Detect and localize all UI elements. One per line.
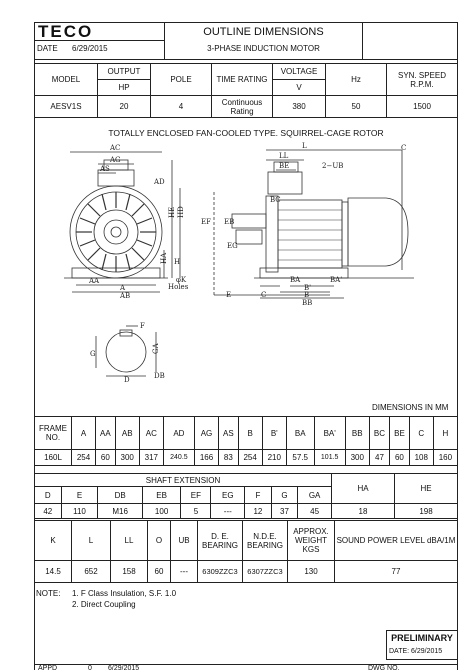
svg-text:Holes: Holes [168, 283, 189, 291]
frame-header: FRAME NO. [35, 417, 72, 450]
svg-text:AA: AA [89, 277, 100, 285]
frame-col-aa: AA [96, 417, 116, 450]
notes-label: NOTE: [36, 589, 61, 598]
frame-col-ad: AD [163, 417, 194, 450]
spec-table [34, 63, 458, 118]
hz-value: 50 [326, 96, 387, 118]
svg-text:F: F [140, 322, 145, 330]
frame-val-bc: 47 [369, 450, 389, 466]
misc-val-de-bearing: 6309ZZC3 [198, 561, 243, 583]
he-value: 198 [395, 504, 458, 519]
shaft-val-eb: 100 [142, 504, 181, 519]
svg-text:HE: HE [168, 206, 176, 218]
frame-val-b: 254 [238, 450, 262, 466]
page-right-border [457, 60, 458, 670]
units-note: DIMENSIONS IN MM [372, 403, 449, 412]
frame-val-as: 83 [219, 450, 239, 466]
shaft-val-ga: 45 [298, 504, 332, 519]
frame-val-h: 160 [433, 450, 457, 466]
svg-text:A: A [120, 284, 126, 292]
voltage-value: 380 [273, 96, 326, 118]
svg-text:2−UB: 2−UB [322, 162, 344, 170]
svg-text:HA: HA [160, 252, 168, 264]
svg-text:C: C [261, 291, 267, 299]
svg-text:GA: GA [152, 343, 160, 354]
svg-text:B: B [304, 291, 310, 299]
drawing-caption: TOTALLY ENCLOSED FAN-COOLED TYPE. SQUIRREL-CAGE ROTOR [108, 128, 384, 138]
misc-col-nde-bearing: N.D.E. BEARING [243, 521, 288, 561]
svg-text:AD: AD [154, 178, 165, 186]
frame-col-ac: AC [139, 417, 163, 450]
svg-text:L: L [302, 142, 307, 150]
frame-col-as: AS [219, 417, 239, 450]
time-value: Continuous Rating [212, 96, 273, 118]
svg-text:EB: EB [224, 218, 235, 226]
misc-col-de-bearing: D. E. BEARING [198, 521, 243, 561]
doc-title: OUTLINE DIMENSIONS [203, 26, 324, 38]
frame-val-aa: 60 [96, 450, 116, 466]
frame-table [34, 416, 458, 466]
model-header: MODEL [35, 64, 98, 96]
frame-col-b: B [238, 417, 262, 450]
shaft-col-db: DB [98, 487, 142, 504]
shaft-col-g: G [271, 487, 298, 504]
time-header: TIME RATING [212, 64, 273, 96]
svg-text:BA: BA [290, 276, 301, 284]
hp-value: 20 [98, 96, 151, 118]
shaft-col-eg: EG [211, 487, 245, 504]
svg-text:DB: DB [154, 372, 165, 380]
svg-text:AG: AG [110, 156, 121, 164]
shaft-val-g: 37 [271, 504, 298, 519]
misc-val-weight: 130 [288, 561, 335, 583]
misc-col-ub: UB [171, 521, 198, 561]
stamp-status: PRELIMINARY [391, 633, 453, 643]
svg-text:EF: EF [201, 218, 211, 226]
frame-val-ac: 317 [139, 450, 163, 466]
frame-col-ba-prime: BA' [314, 417, 345, 450]
misc-val-o: 60 [148, 561, 171, 583]
frame-val-ad: 240.5 [163, 450, 194, 466]
svg-text:D: D [124, 376, 130, 384]
misc-col-o: O [148, 521, 171, 561]
doc-subtitle: 3-PHASE INDUCTION MOTOR [207, 44, 320, 53]
frame-col-ab: AB [115, 417, 139, 450]
shaft-col-e: E [61, 487, 98, 504]
misc-val-l: 652 [72, 561, 111, 583]
shaft-val-d: 42 [35, 504, 62, 519]
header-vline2 [362, 22, 363, 60]
stamp-date: DATE: 6/29/2015 [389, 648, 443, 655]
svg-text:φK: φK [176, 276, 187, 284]
shaft-col-eb: EB [142, 487, 181, 504]
outline-drawing [34, 140, 458, 395]
shaft-col-f: F [245, 487, 272, 504]
ha-value: 18 [332, 504, 395, 519]
svg-text:LL: LL [279, 152, 289, 160]
page-left-border [34, 60, 35, 670]
frame-col-a: A [72, 417, 96, 450]
footer-appd: APPD [38, 665, 58, 672]
hp-header: HP [98, 80, 151, 96]
misc-val-ub: --- [171, 561, 198, 583]
teco-logo: TECO [38, 22, 94, 41]
frame-val-b-prime: 210 [262, 450, 286, 466]
date-label: DATE [37, 44, 58, 53]
frame-col-h: H [433, 417, 457, 450]
frame-col-c: C [409, 417, 433, 450]
note-1: 1. F Class Insulation, S.F. 1.0 [72, 589, 177, 598]
hz-header: Hz [326, 64, 387, 96]
shaft-val-db: M16 [98, 504, 142, 519]
voltage-header: VOLTAGE [273, 64, 326, 80]
frame-col-bb: BB [345, 417, 369, 450]
svg-text:BC: BC [270, 196, 281, 204]
v-header: V [273, 80, 326, 96]
frame-col-be: BE [390, 417, 410, 450]
svg-text:BE: BE [279, 162, 290, 170]
svg-text:G: G [90, 350, 96, 358]
svg-text:BA': BA' [330, 276, 343, 284]
misc-col-l: L [72, 521, 111, 561]
frame-val-bb: 300 [345, 450, 369, 466]
frame-val-ba: 57.5 [286, 450, 314, 466]
svg-text:E: E [226, 291, 232, 299]
frame-col-ba: BA [286, 417, 314, 450]
footer-num: 0 [88, 665, 92, 672]
output-header: OUTPUT [98, 64, 151, 80]
misc-val-k: 14.5 [35, 561, 72, 583]
frame-col-b-prime: B' [262, 417, 286, 450]
shaft-title: SHAFT EXTENSION [35, 474, 332, 487]
frame-val-c: 108 [409, 450, 433, 466]
svg-text:AC: AC [110, 144, 121, 152]
svg-text:B': B' [304, 284, 312, 292]
footer-dwg: DWG NO. [368, 665, 400, 672]
ha-header: HA [332, 474, 395, 504]
misc-val-sound: 77 [335, 561, 458, 583]
side-view [201, 142, 414, 307]
frame-value: 160L [35, 450, 72, 466]
shaft-col-ga: GA [298, 487, 332, 504]
frame-col-bc: BC [369, 417, 389, 450]
svg-text:AB: AB [120, 292, 131, 300]
svg-text:BB: BB [302, 299, 313, 307]
svg-text:HD: HD [177, 206, 185, 218]
frame-val-ab: 300 [115, 450, 139, 466]
shaft-val-ef: 5 [181, 504, 211, 519]
frame-val-ag: 166 [194, 450, 218, 466]
frame-col-ag: AG [194, 417, 218, 450]
shaft-col-ef: EF [181, 487, 211, 504]
shaft-col-d: D [35, 487, 62, 504]
frame-val-ba-prime: 101.5 [314, 450, 345, 466]
frame-val-a: 254 [72, 450, 96, 466]
misc-val-nde-bearing: 6307ZZC3 [243, 561, 288, 583]
pole-value: 4 [151, 96, 212, 118]
svg-text:EG: EG [227, 242, 238, 250]
he-header: HE [395, 474, 458, 504]
speed-header: SYN. SPEED R.P.M. [387, 64, 458, 96]
shaft-val-f: 12 [245, 504, 272, 519]
pole-header: POLE [151, 64, 212, 96]
shaft-detail [90, 322, 165, 384]
misc-col-k: K [35, 521, 72, 561]
frame-val-be: 60 [390, 450, 410, 466]
shaft-table [34, 473, 458, 519]
misc-col-weight: APPROX. WEIGHT KGS [288, 521, 335, 561]
footer-date: 6/29/2015 [108, 665, 140, 672]
note-2: 2. Direct Coupling [72, 600, 136, 609]
model-value: AESV1S [35, 96, 98, 118]
svg-text:AS: AS [100, 165, 110, 173]
misc-col-ll: LL [111, 521, 148, 561]
shaft-val-eg: --- [211, 504, 245, 519]
front-view [64, 144, 189, 300]
date-value: 6/29/2015 [72, 44, 108, 53]
misc-val-ll: 158 [111, 561, 148, 583]
bearing-table [34, 520, 458, 583]
svg-text:C: C [401, 144, 407, 152]
misc-col-sound: SOUND POWER LEVEL dBA/1M [335, 521, 458, 561]
shaft-val-e: 110 [61, 504, 98, 519]
speed-value: 1500 [387, 96, 458, 118]
svg-text:H: H [174, 258, 181, 266]
